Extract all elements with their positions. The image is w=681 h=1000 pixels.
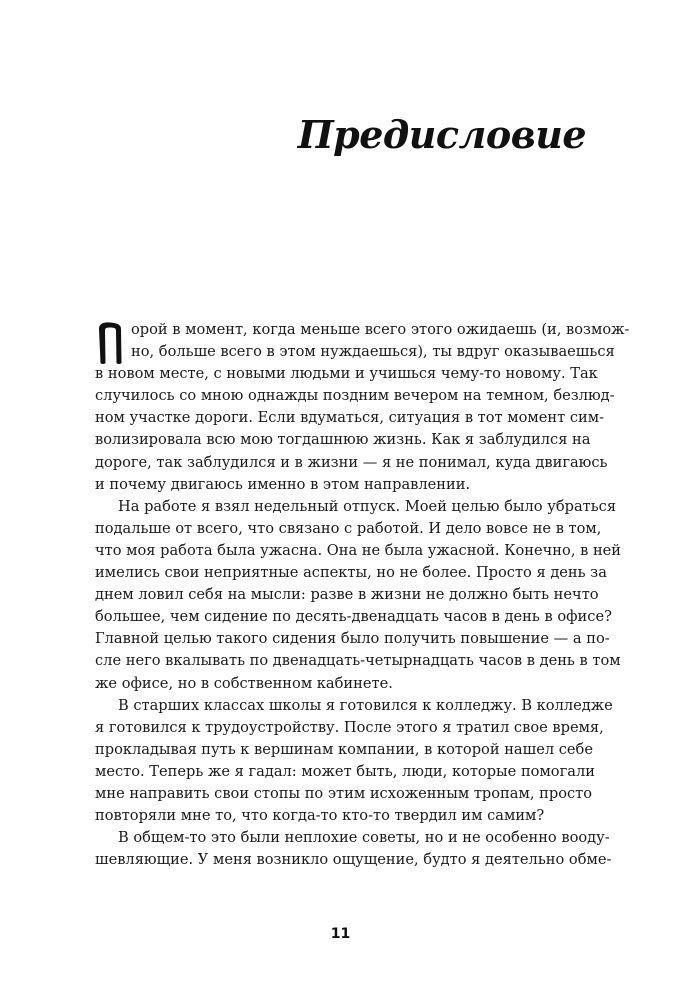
text-line: днем ловил себя на мысли: разве в жизни не должно быть нечто xyxy=(95,586,599,604)
text-line: что моя работа была ужасна. Она не была ужасной. Конечно, в ней xyxy=(95,541,622,559)
text-line: дороге, так заблудился и в жизни — я не понимал, куда двигаюсь xyxy=(95,453,608,471)
text-line: сле него вкалывать по двенадцать-четырнадцать часов в день в том xyxy=(95,652,621,670)
text-line: имелись свои неприятные аспекты, но не более. Просто я день за xyxy=(95,564,607,582)
text-line: волизировала всю мою тогдашнюю жизнь. Как я заблудился на xyxy=(95,431,591,449)
text-line: я готовился к трудоустройству. После этого я тратил свое время, xyxy=(95,718,604,736)
text-line: орой в момент, когда меньше всего этого ожидаешь (и, возмож- xyxy=(131,321,630,338)
page-number: 11 xyxy=(330,926,351,942)
text-line: шевляющие. У меня возникло ощущение, будто я деятельно обме- xyxy=(95,851,612,869)
text-line: ном участке дороги. Если вдуматься, ситуация в тот момент сим- xyxy=(95,409,605,427)
text-line: место. Теперь же я гадал: может быть, люди, которые помогали xyxy=(95,762,595,780)
dropcap-letter-glyph xyxy=(95,321,125,365)
paragraph-3 xyxy=(95,695,613,828)
text-line: в новом месте, с новыми людьми и учишься чему-то новому. Так xyxy=(95,365,598,383)
text-line: В общем-то это были неплохие советы, но и не особенно вооду- xyxy=(118,829,610,847)
dropcap xyxy=(95,321,125,365)
text-line: случилось со мною однажды поздним вечером на темном, безлюд- xyxy=(95,387,615,405)
text-line: повторяли мне то, что когда-то кто-то твердил им самим? xyxy=(95,807,545,825)
paragraph-1-text xyxy=(95,319,630,496)
chapter-title: Предисловие xyxy=(297,112,586,157)
body-text xyxy=(95,319,630,871)
text-line: большее, чем сидение по десять-двенадцать часов в день в офисе? xyxy=(95,608,612,626)
paragraph-4 xyxy=(95,827,612,871)
text-line: Главной целью такого сидения было получить повышение — а по- xyxy=(95,630,610,648)
text-line: подальше от всего, что связано с работой. И дело вовсе не в том, xyxy=(95,519,602,537)
text-line: но, больше всего в этом нуждаешься), ты вдруг оказываешься xyxy=(131,343,615,361)
text-line: мне направить свои стопы по этим исхоженным тропам, просто xyxy=(95,784,593,802)
text-line: и почему двигаюсь именно в этом направлении. xyxy=(95,475,471,493)
text-line: На работе я взял недельный отпуск. Моей целью было убраться xyxy=(118,497,617,515)
text-line: В старших классах школы я готовился к колледжу. В колледже xyxy=(118,696,613,714)
text-line: же офисе, но в собственном кабинете. xyxy=(95,674,393,692)
paragraph-1 xyxy=(95,319,630,496)
text-line: прокладывая путь к вершинам компании, в которой нашел себе xyxy=(95,740,593,758)
paragraph-2 xyxy=(95,496,622,695)
